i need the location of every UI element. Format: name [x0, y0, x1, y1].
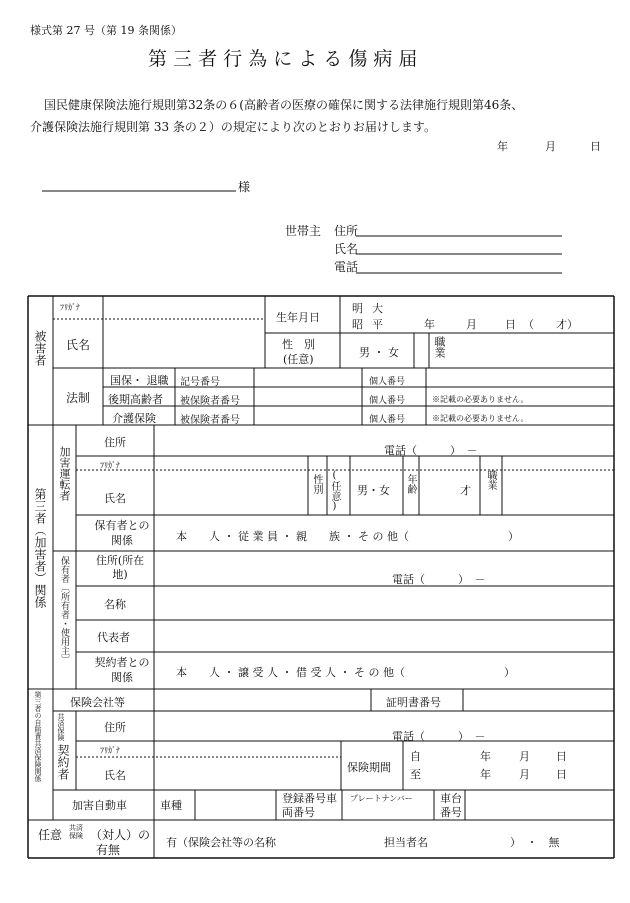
voluntary-none: ） ・ 無 [510, 836, 560, 849]
voluntary-mutual-label: 共済保険 [69, 824, 83, 840]
owner-address-label: 住所(所在地) [95, 554, 145, 581]
householder-phone-label: 電話 [334, 260, 359, 274]
certificate-label: 証明書番号 [386, 696, 441, 709]
driver-address-label: 住所 [104, 436, 126, 449]
age-open: （ [523, 318, 534, 331]
law-num-label-0: 記号番号 [180, 377, 220, 388]
intro-line-1: 国民健康保険法施行規則第32条の６(高齢者の医療の確保に関する法律施行規則第46条、 [44, 98, 524, 112]
owner-relation-label: 保有者との関係 [94, 519, 150, 547]
contractor-relation-label: 契約者との関係 [94, 656, 150, 684]
period-to-month: 月 [519, 768, 530, 781]
date-year: 年 [497, 140, 508, 153]
victim-sex-optional: (任意) [283, 353, 314, 366]
period-from-day: 日 [556, 750, 567, 763]
owner-relation-options: 本 人 ・ 従 業 員 ・ 親 族 ・ そ の 他（ ） [176, 530, 519, 543]
birth-month: 月 [466, 318, 477, 331]
driver-sex-optional: (任意) [329, 470, 340, 512]
driver-age-unit: 才 [460, 484, 471, 497]
law-num-label-1: 被保険者番号 [180, 396, 240, 407]
chassis-label: 車台番号 [440, 792, 462, 819]
period-from-year: 年 [480, 750, 491, 763]
owner-representative-label: 代表者 [97, 631, 130, 644]
law-system-2: 介護保険 [112, 412, 156, 425]
era-meiji: 明 [352, 302, 363, 315]
birth-day: 日 [505, 318, 516, 331]
victim-section-label: 被害者 [33, 330, 47, 366]
date-month: 月 [545, 140, 556, 153]
driver-phone-label: 電話（ ） － [384, 444, 478, 457]
contract-furigana-label: ﾌﾘｶﾞﾅ [100, 746, 120, 755]
law-id-label-0: 個人番号 [369, 377, 406, 387]
period-to: 至 [410, 768, 421, 781]
law-note-2: ※記載の必要ありません。 [432, 414, 529, 423]
law-id-label-2: 個人番号 [369, 415, 406, 425]
contract-phone-label: 電話（ ） － [392, 730, 486, 743]
voluntary-label-b: （対人）の [90, 828, 151, 842]
third-party-section-label: 第三者（加害者）関係 [33, 488, 47, 608]
date-day: 日 [590, 140, 601, 153]
intro-line-2: 介護保険法施行規則第 33 条の２）の規定により次のとおりお届けします。 [30, 120, 436, 134]
householder-address-label: 住所 [334, 224, 359, 238]
reg-number-label: 登録番号車両番号 [282, 792, 337, 819]
law-id-label-1: 個人番号 [369, 396, 406, 406]
contractor-label: 契約者 [56, 744, 70, 780]
owner-phone-label: 電話（ ） － [392, 573, 486, 586]
insurer-label: 保険会社等 [70, 696, 125, 709]
driver-age-label: 年齢 [405, 474, 416, 494]
driver-sex-options: 男・女 [357, 484, 390, 497]
insurance-section-label: 第三者の自賠責共済保険関係 [34, 691, 42, 782]
form-number: 様式第 27 号（第 19 条関係） [30, 24, 182, 37]
contractor-relation-options: 本 人 ・ 譲 受 人 ・ 借 受 人 ・ そ の 他（ ） [176, 666, 515, 679]
era-heisei: 平 [372, 318, 383, 331]
driver-furigana-label: ﾌﾘｶﾞﾅ [100, 461, 120, 470]
voluntary-label-c: 有無 [96, 843, 121, 857]
age-close: 才） [556, 318, 578, 331]
plate-label: プレートナンバー [350, 794, 413, 803]
law-system-1: 後期高齢者 [108, 393, 163, 406]
victim-sex-label: 性 別 [282, 338, 315, 351]
law-num-label-2: 被保険者番号 [180, 415, 240, 426]
era-taisho: 大 [372, 302, 383, 315]
mutual-label: 共済保険 [57, 713, 65, 741]
voluntary-label-a: 任意 [38, 828, 63, 842]
period-from-month: 月 [519, 750, 530, 763]
voluntary-contact-label: 担当者名 [384, 836, 428, 849]
contract-name-label: 氏名 [104, 769, 126, 782]
owner-company-label: 名称 [104, 598, 126, 611]
birth-year: 年 [424, 318, 435, 331]
victim-sex-options: 男 ・ 女 [359, 346, 399, 359]
householder-label: 世帯主 [285, 224, 322, 238]
period-label: 保険期間 [347, 761, 391, 774]
driver-occupation-label: 職業 [485, 470, 496, 490]
period-from: 自 [410, 750, 421, 763]
addressee-suffix: 様 [238, 180, 251, 194]
period-to-year: 年 [480, 768, 491, 781]
owner-group-label: 保有者〔所有者・使用主〕 [59, 556, 69, 664]
victim-furigana-label: ﾌﾘｶﾞﾅ [60, 303, 80, 312]
law-note-1: ※記載の必要ありません。 [432, 395, 529, 404]
driver-sex-label: 性別 [311, 474, 322, 494]
era-showa: 昭 [352, 318, 363, 331]
contract-address-label: 住所 [104, 721, 126, 734]
householder-name-label: 氏名 [334, 242, 359, 256]
voluntary-yes: 有（保険会社等の名称 [166, 836, 276, 849]
page-title: 第 三 者 行 為 に よ る 傷 病 届 [148, 48, 418, 70]
driver-group-label: 加害運転者 [58, 446, 71, 501]
victim-name-label: 氏名 [66, 338, 91, 352]
driver-name-label: 氏名 [104, 492, 126, 505]
vehicle-label: 加害自動車 [72, 799, 127, 812]
law-label: 法制 [66, 391, 91, 405]
period-to-day: 日 [556, 768, 567, 781]
victim-birthdate-label: 生年月日 [276, 311, 320, 324]
car-type-label: 車種 [160, 799, 182, 812]
law-system-0: 国保・ 退職 [110, 374, 169, 387]
victim-occupation-label: 職業 [433, 336, 446, 358]
